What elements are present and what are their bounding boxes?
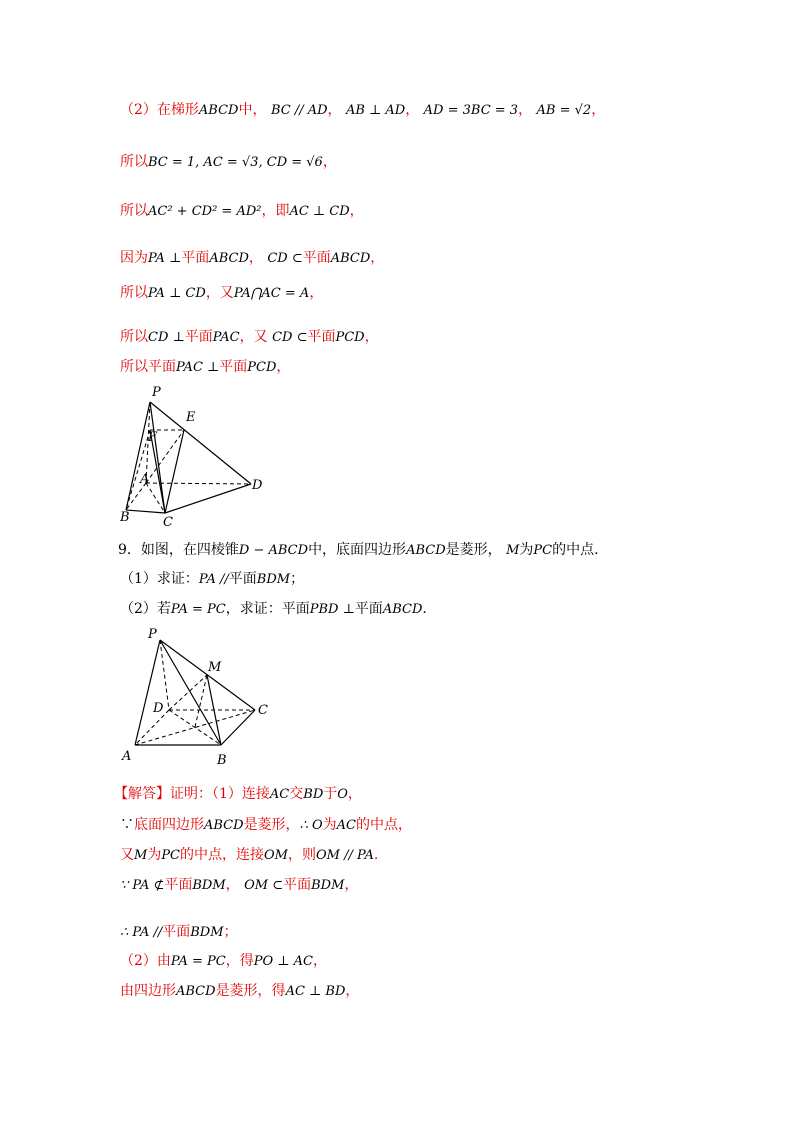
solution-line-5: 所以PA ⊥ CD，又PA⋂AC = A， bbox=[120, 285, 324, 301]
solution-line-6: 所以CD ⊥平面PAC，又 CD ⊂平面PCD， bbox=[120, 329, 379, 345]
edge-BC bbox=[126, 510, 165, 513]
label-M: M bbox=[208, 660, 222, 675]
edge-OM bbox=[195, 675, 207, 727]
answer-line-6: （2）由PA = PC，得PO ⊥ AC， bbox=[120, 953, 327, 969]
edge-PC bbox=[150, 402, 165, 513]
answer-line-2: ∵底面四边形ABCD是菱形，∴ O为AC的中点， bbox=[120, 817, 412, 833]
label-A: A bbox=[122, 749, 132, 764]
answer-line-1: 【解答】证明：（1）连接AC交BD于O， bbox=[114, 786, 362, 802]
pyramid-figure-2 bbox=[115, 622, 280, 770]
label-D: D bbox=[153, 701, 164, 716]
label-P: P bbox=[152, 385, 161, 400]
edge-FB bbox=[126, 430, 150, 510]
solution-line-2: 所以BC = 1, AC = √3, CD = √6， bbox=[120, 154, 337, 170]
solution-line-4: 因为PA ⊥平面ABCD， CD ⊂平面ABCD， bbox=[120, 250, 385, 266]
question-9-part-1: （1）求证：PA //平面BDM； bbox=[120, 571, 305, 587]
answer-line-4: ∵ PA ⊄平面BDM， OM ⊂平面BDM， bbox=[120, 877, 359, 893]
label-C: C bbox=[163, 515, 173, 530]
edge-PD bbox=[160, 640, 169, 710]
answer-line-5: ∴ PA //平面BDM； bbox=[120, 924, 238, 940]
edge-CD bbox=[165, 484, 251, 513]
label-B: B bbox=[120, 510, 130, 525]
solution-line-7: 所以平面PAC ⊥平面PCD， bbox=[120, 359, 291, 375]
label-D: D bbox=[252, 478, 263, 493]
label-C: C bbox=[258, 703, 268, 718]
question-9-part-2: （2）若PA = PC，求证：平面PBD ⊥平面ABCD. bbox=[120, 601, 427, 617]
pyramid-figure-1 bbox=[112, 380, 272, 530]
label-P: P bbox=[148, 627, 157, 642]
edge-AD bbox=[146, 483, 251, 484]
label-B: B bbox=[217, 753, 227, 768]
edge-DM bbox=[169, 675, 207, 710]
label-A: A bbox=[140, 472, 150, 487]
edge-PA bbox=[135, 640, 160, 745]
solution-line-1: （2）在梯形ABCD中， BC // AD， AB ⊥ AD， AD = 3BC = 3， AB = √2， bbox=[120, 102, 606, 118]
edge-DB bbox=[169, 710, 221, 745]
answer-line-7: 由四边形ABCD是菱形，得AC ⊥ BD， bbox=[120, 983, 360, 999]
label-E: E bbox=[186, 410, 196, 425]
label-F: F bbox=[148, 430, 158, 445]
solution-line-3: 所以AC² + CD² = AD²，即AC ⊥ CD， bbox=[120, 203, 364, 219]
answer-line-3: 又M为PC的中点，连接OM，则OM // PA. bbox=[120, 847, 379, 863]
edge-PD bbox=[150, 402, 251, 484]
edge-PB bbox=[126, 402, 150, 510]
question-9-stem: 9．如图，在四棱锥D − ABCD中，底面四边形ABCD是菱形， M为PC的中点. bbox=[118, 542, 599, 558]
